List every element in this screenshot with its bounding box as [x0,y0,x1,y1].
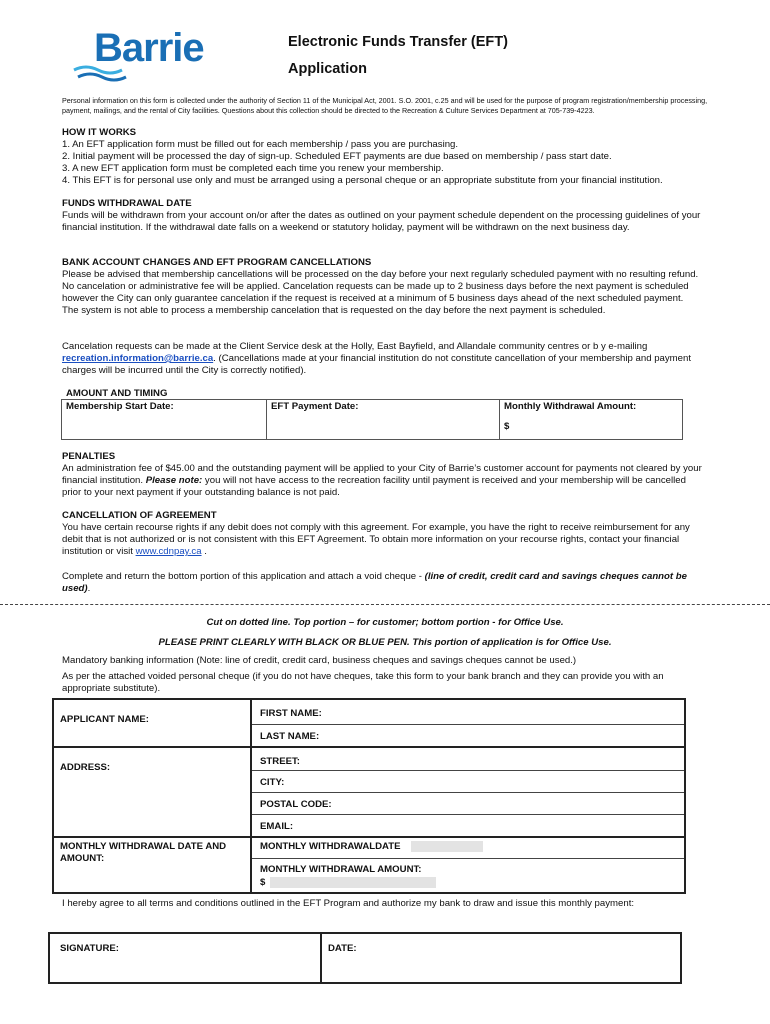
privacy-notice: Personal information on this form is collected under the authority of Section 11 of the Municipal Act, 2001. S.O. 2001, c.25 and will be used for the purpose of program registration/membership processing, payment, mailings, and the rental of City facilities. Questions about this collection should be directed to the Recreation & Culture Services Department at 705-739-4223. [62,96,708,115]
amount-timing-heading: AMOUNT AND TIMING [66,388,168,399]
first-name-field[interactable]: FIRST NAME: [260,708,322,719]
cancelation-requests-text: Cancelation requests can be made at the Client Service desk at the Holly, East Bayfield, and Allandale community centres or b y e-mailing recreation.information@barrie.ca. (Cancellations made at your financial institution do not constitute cancellation of your membership and payment charges will be incurred until the City is correctly notified). [62,341,691,376]
divider [252,814,684,815]
section-text: You have certain recourse rights if any debit does not comply with this agreement. For example, you have the right to receive reimbursement for any debit that is not authorized or is not consistent with this EFT Agreement. To obtain more information on your recourse rights, contact your financial institution or visit www.cdnpay.ca . [62,522,690,557]
divider [320,934,322,984]
cancellation-section [62,510,702,558]
divider [48,982,682,984]
funds-withdrawal-section [62,198,702,234]
city-field[interactable]: CITY: [260,777,285,788]
barrie-logo [72,26,212,84]
amount-timing-table [61,399,683,440]
section-heading: FUNDS WITHDRAWAL DATE [62,198,192,209]
monthly-withdrawal-date-field[interactable]: MONTHLY WITHDRAWALDATE [260,841,483,853]
page-title: Electronic Funds Transfer (EFT) Application [288,34,508,77]
section-text: Please be advised that membership cancellations will be processed on the day before your next regularly scheduled payment with no resulting refund. No cancelation or administrative fee will be applied. Cancelation requests can be made up to 2 business days before the next payment is scheduled however the City can only guarantee cancelation if the request is received at a minimum of 5 business days ahead of the next scheduled payment. The system is not able to process a membership cancelation that is requested on the day before the next payment is scheduled. [62,269,699,316]
print-clearly-instruction: PLEASE PRINT CLEARLY WITH BLACK OR BLUE PEN. This portion of application is for Office Use. [158,637,612,648]
divider [252,770,684,771]
cut-instruction: Cut on dotted line. Top portion – for customer; bottom portion - for Office Use. [206,617,564,628]
postal-code-field[interactable]: POSTAL CODE: [260,799,332,810]
section-heading: BANK ACCOUNT CHANGES AND EFT PROGRAM CANCELLATIONS [62,257,372,268]
currency-symbol: $ [504,421,510,432]
section-text: Funds will be withdrawn from your account on/or after the dates as outlined on your payment schedule dependent on the processing guidelines of your financial institution. If the withdrawal date falls on a weekend or statutory holiday, payment will be withdrawn on the next business day. [62,210,701,233]
divider [250,700,252,892]
last-name-field[interactable]: LAST NAME: [260,731,320,742]
signature-field[interactable]: SIGNATURE: [60,943,119,954]
section-text: An administration fee of $45.00 and the outstanding payment will be applied to your City of Barrie’s customer account for payments not cleared by your financial institution. Please note: you will not have access to the recreation facility until payment is received and your membership will be cancelled prior to your next payment if your outstanding balance is not paid. [62,463,702,498]
applicant-name-label: APPLICANT NAME: [60,714,150,725]
cut-line [0,604,770,605]
date-field[interactable]: DATE: [328,943,357,954]
list-item: 3. A new EFT application form must be completed each time you renew your membership. [62,163,444,174]
amount-field[interactable]: $ [260,877,436,889]
list-item: 1. An EFT application form must be filled out for each membership / pass you are purchasing. [62,139,459,150]
list-item: 4. This EFT is for personal use only and must be arranged using a personal cheque or an appropriate substitute from your financial institution. [62,175,663,186]
logo-wordmark: Barrie [94,26,204,70]
membership-start-date-label: Membership Start Date: [66,401,174,412]
eft-payment-date-label: EFT Payment Date: [271,401,359,412]
list-item: 2. Initial payment will be processed the day of sign-up. Scheduled EFT payments are due based on membership / pass start date. [62,151,612,162]
amount-input-shade[interactable] [270,877,436,888]
signature-box [48,932,682,984]
mandatory-banking-note: Mandatory banking information (Note: line of credit, credit card, business cheques and savings cheques cannot be used.) [62,655,577,666]
divider [252,792,684,793]
street-field[interactable]: STREET: [260,756,300,767]
divider [252,724,684,725]
divider [48,934,50,984]
email-field[interactable]: EMAIL: [260,821,294,832]
bank-changes-section [62,257,702,317]
penalties-section [62,451,702,499]
cdnpay-link[interactable]: www.cdnpay.ca [135,546,202,557]
divider [54,746,684,748]
address-label: ADDRESS: [60,762,111,773]
date-input-shade[interactable] [411,841,483,852]
email-link[interactable]: recreation.information@barrie.ca [62,353,214,364]
wave-icon [72,62,134,84]
complete-return-text: Complete and return the bottom portion of this application and attach a void cheque - (line of credit, credit card and savings cheques cannot be used). [62,571,687,594]
voided-cheque-note: As per the attached voided personal cheque (if you do not have cheques, take this form to your bank branch and they can provide you with an appropriate substitute). [62,671,664,694]
applicant-form [52,698,686,894]
divider [252,858,684,859]
section-heading: CANCELLATION OF AGREEMENT [62,510,217,521]
how-it-works-section [62,127,663,187]
section-heading: PENALTIES [62,451,116,462]
section-heading: HOW IT WORKS [62,127,137,138]
agreement-text: I hereby agree to all terms and conditions outlined in the EFT Program and authorize my bank to draw and issue this monthly payment: [62,898,635,909]
monthly-withdrawal-amount-field: MONTHLY WITHDRAWAL AMOUNT: [260,864,422,875]
monthly-withdrawal-amount-label: Monthly Withdrawal Amount: [504,401,637,412]
divider [680,934,682,984]
divider [54,836,684,838]
monthly-withdrawal-label: MONTHLY WITHDRAWAL DATE AND AMOUNT: [60,841,227,864]
